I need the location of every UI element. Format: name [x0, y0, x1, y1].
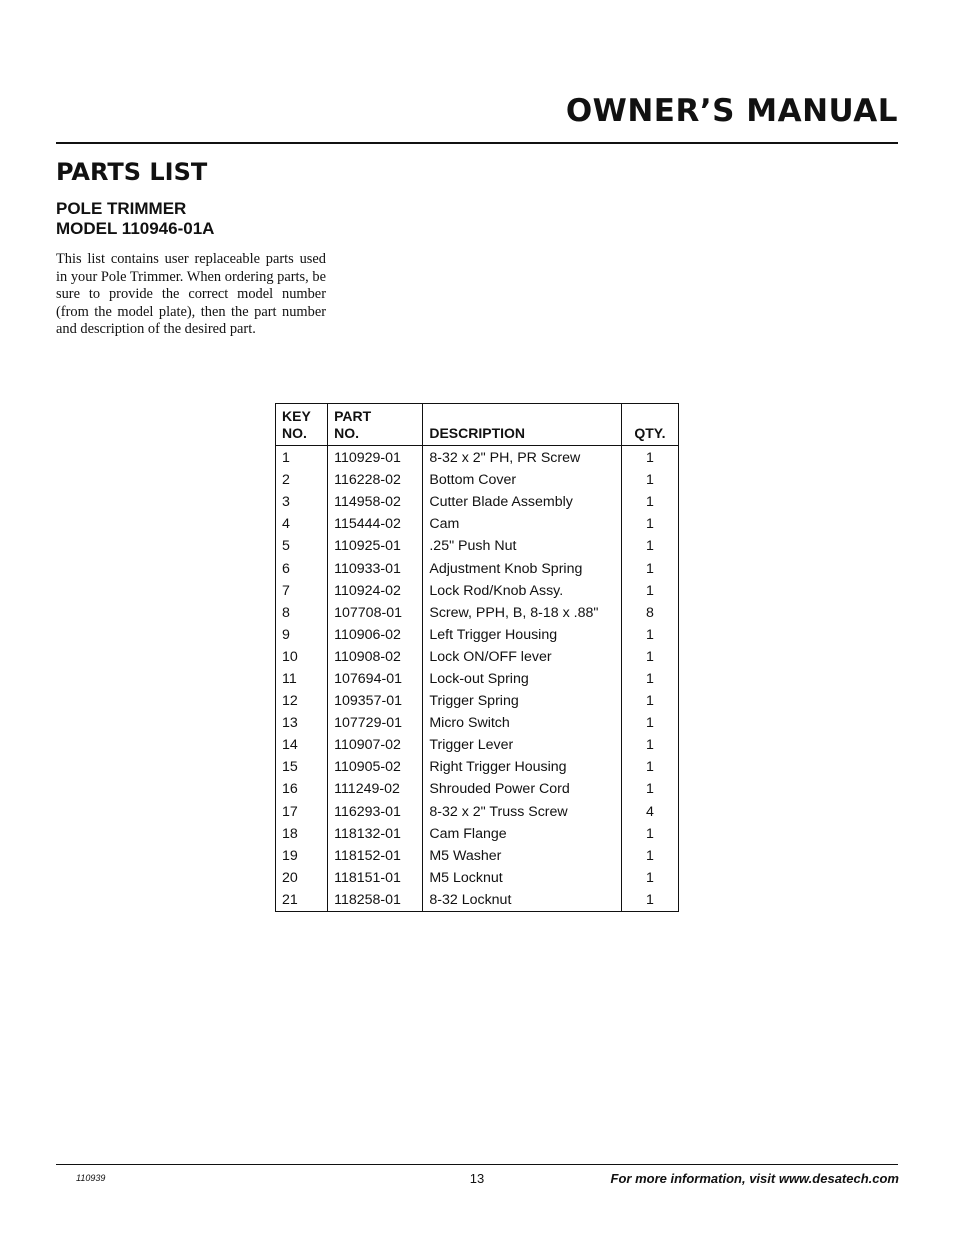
table-row [276, 602, 679, 624]
qty-cell: 1 [645, 494, 654, 511]
qty-cell: 4 [645, 803, 654, 820]
table-row [276, 823, 679, 845]
description-cell: Lock ON/OFF lever [423, 646, 621, 668]
qty-cell: 1 [645, 450, 654, 467]
part-no-cell: 107729-01 [328, 712, 423, 734]
part-no-cell: 110906-02 [328, 624, 423, 646]
key-no-cell: 14 [276, 734, 328, 756]
part-no-cell: 110907-02 [328, 734, 423, 756]
part-no-cell: 116228-02 [328, 469, 423, 491]
table-row [276, 446, 679, 470]
part-no-cell: 107694-01 [328, 668, 423, 690]
qty-cell: 1 [645, 648, 654, 665]
key-no-cell: 3 [276, 491, 328, 513]
part-no-cell: 110933-01 [328, 557, 423, 579]
table-row [276, 778, 679, 800]
key-no-cell: 4 [276, 513, 328, 535]
qty-cell: 1 [645, 516, 654, 533]
header-key-line1: KEY [282, 408, 311, 424]
intro-paragraph: This list contains user replaceable parts used in your Pole Trimmer. When ordering parts, be sure to provide the correct model number (from the model plate), then the part number and description of the desired part. [56, 251, 326, 337]
part-no-cell: 118258-01 [328, 889, 423, 912]
description-cell: .25" Push Nut [423, 535, 621, 557]
table-row [276, 889, 679, 912]
qty-cell: 1 [645, 891, 654, 908]
header-divider [56, 142, 898, 144]
description-cell: Bottom Cover [423, 469, 621, 491]
description-cell: Lock Rod/Knob Assy. [423, 580, 621, 602]
qty-cell: 1 [645, 472, 654, 489]
key-no-cell: 20 [276, 867, 328, 889]
table-row [276, 668, 679, 690]
key-no-cell: 21 [276, 889, 328, 912]
description-cell: Adjustment Knob Spring [423, 557, 621, 579]
key-no-cell: 8 [276, 602, 328, 624]
qty-cell: 1 [645, 582, 654, 599]
description-cell: M5 Washer [423, 845, 621, 867]
description-cell: Right Trigger Housing [423, 756, 621, 778]
part-no-cell: 110924-02 [328, 580, 423, 602]
key-no-cell: 7 [276, 580, 328, 602]
qty-cell: 1 [645, 759, 654, 776]
key-no-cell: 16 [276, 778, 328, 800]
part-no-cell: 109357-01 [328, 690, 423, 712]
part-no-cell: 110908-02 [328, 646, 423, 668]
document-code: 110939 [76, 1173, 106, 1183]
header-part-line2: NO. [334, 425, 360, 441]
part-no-cell: 107708-01 [328, 602, 423, 624]
description-cell: Cam [423, 513, 621, 535]
part-no-cell: 111249-02 [328, 778, 423, 800]
part-no-cell: 114958-02 [328, 491, 423, 513]
parts-table-body [276, 446, 679, 912]
parts-table [275, 403, 679, 912]
table-row [276, 513, 679, 535]
description-cell: Trigger Lever [423, 734, 621, 756]
description-cell: 8-32 x 2" Truss Screw [423, 801, 621, 823]
product-name: POLE TRIMMER [56, 199, 187, 218]
footer-divider [56, 1164, 898, 1165]
table-row [276, 535, 679, 557]
key-no-cell: 2 [276, 469, 328, 491]
part-no-cell: 110929-01 [328, 446, 423, 470]
table-row [276, 491, 679, 513]
table-header-row [276, 404, 679, 446]
header-qty: QTY. [621, 404, 678, 446]
part-no-cell: 118132-01 [328, 823, 423, 845]
key-no-cell: 1 [276, 446, 328, 470]
manual-title: OWNER’S MANUAL [565, 93, 898, 129]
table-row [276, 801, 679, 823]
key-no-cell: 9 [276, 624, 328, 646]
footer-website-note: For more information, visit www.desatech.com [610, 1171, 899, 1186]
qty-cell: 1 [645, 869, 654, 886]
qty-cell: 1 [645, 781, 654, 798]
qty-cell: 1 [645, 715, 654, 732]
key-no-cell: 17 [276, 801, 328, 823]
table-row [276, 646, 679, 668]
qty-cell: 1 [645, 626, 654, 643]
table-row [276, 734, 679, 756]
key-no-cell: 6 [276, 557, 328, 579]
part-no-cell: 118152-01 [328, 845, 423, 867]
description-cell: M5 Locknut [423, 867, 621, 889]
description-cell: Cam Flange [423, 823, 621, 845]
qty-cell: 8 [645, 604, 654, 621]
table-row [276, 867, 679, 889]
description-cell: 8-32 x 2" PH, PR Screw [423, 446, 621, 470]
model-heading [56, 199, 214, 239]
part-no-cell: 118151-01 [328, 867, 423, 889]
header-key-line2: NO. [282, 425, 307, 441]
table-row [276, 469, 679, 491]
part-no-cell: 110905-02 [328, 756, 423, 778]
key-no-cell: 19 [276, 845, 328, 867]
key-no-cell: 13 [276, 712, 328, 734]
model-number: MODEL 110946-01A [56, 219, 215, 238]
key-no-cell: 10 [276, 646, 328, 668]
key-no-cell: 11 [276, 668, 328, 690]
description-cell: Screw, PPH, B, 8-18 x .88" [423, 602, 621, 624]
table-row [276, 756, 679, 778]
table-row [276, 690, 679, 712]
table-row [276, 624, 679, 646]
description-cell: 8-32 Locknut [423, 889, 621, 912]
qty-cell: 1 [645, 825, 654, 842]
header-key-no [276, 404, 328, 446]
table-row [276, 580, 679, 602]
qty-cell: 1 [645, 737, 654, 754]
description-cell: Left Trigger Housing [423, 624, 621, 646]
header-part-line1: PART [334, 408, 372, 424]
table-row [276, 845, 679, 867]
part-no-cell: 115444-02 [328, 513, 423, 535]
description-cell: Micro Switch [423, 712, 621, 734]
description-cell: Shrouded Power Cord [423, 778, 621, 800]
header-description: DESCRIPTION [423, 404, 621, 446]
key-no-cell: 15 [276, 756, 328, 778]
qty-cell: 1 [645, 847, 654, 864]
section-title: PARTS LIST [56, 158, 208, 186]
description-cell: Lock-out Spring [423, 668, 621, 690]
key-no-cell: 12 [276, 690, 328, 712]
qty-cell: 1 [645, 693, 654, 710]
header-part-no [328, 404, 423, 446]
description-cell: Cutter Blade Assembly [423, 491, 621, 513]
page-number: 13 [469, 1171, 485, 1186]
part-no-cell: 110925-01 [328, 535, 423, 557]
part-no-cell: 116293-01 [328, 801, 423, 823]
qty-cell: 1 [645, 670, 654, 687]
key-no-cell: 5 [276, 535, 328, 557]
qty-cell: 1 [645, 538, 654, 555]
qty-cell: 1 [645, 560, 654, 577]
key-no-cell: 18 [276, 823, 328, 845]
table-row [276, 557, 679, 579]
table-row [276, 712, 679, 734]
description-cell: Trigger Spring [423, 690, 621, 712]
